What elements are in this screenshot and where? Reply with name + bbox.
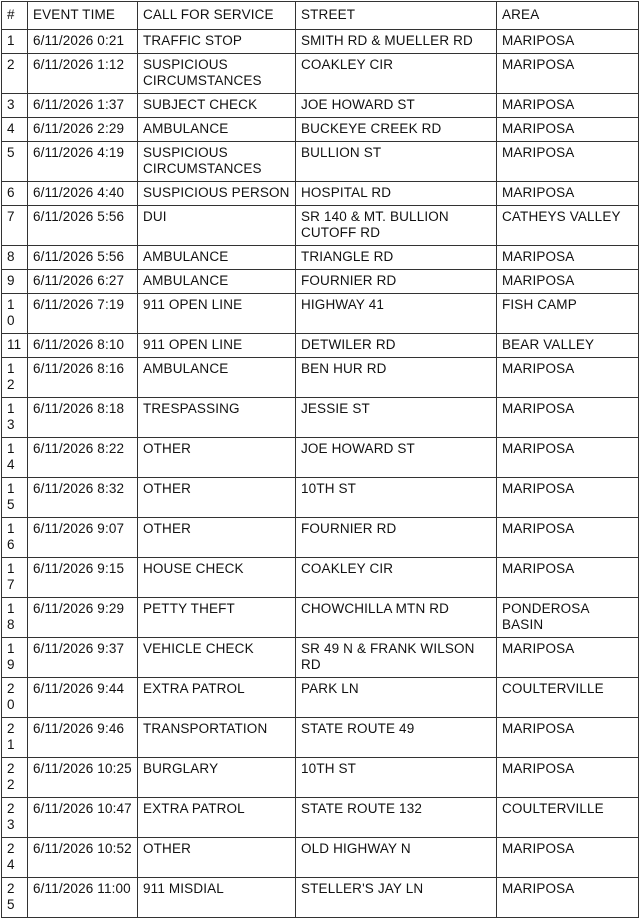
- cell-event-time: 6/11/2026 4:40: [28, 182, 138, 206]
- cell-street: JOE HOWARD ST: [296, 94, 497, 118]
- cell-call-for-service: 911 OPEN LINE: [138, 294, 296, 334]
- table-row: [2, 398, 639, 438]
- table-header: [2, 2, 639, 30]
- header-number: #: [2, 2, 28, 30]
- cell-event-time: 6/11/2026 2:29: [28, 118, 138, 142]
- cell-area: MARIPOSA: [497, 182, 639, 206]
- cell-area: MARIPOSA: [497, 358, 639, 398]
- table-row: [2, 294, 639, 334]
- cell-area: MARIPOSA: [497, 142, 639, 182]
- table-row: [2, 558, 639, 598]
- cell-street: STATE ROUTE 132: [296, 798, 497, 838]
- cell-area: MARIPOSA: [497, 558, 639, 598]
- cell-call-for-service: SUBJECT CHECK: [138, 94, 296, 118]
- cell-street: OLD HIGHWAY N: [296, 838, 497, 878]
- cell-call-for-service: PETTY THEFT: [138, 598, 296, 638]
- table-body: [2, 30, 639, 918]
- cell-call-for-service: HOUSE CHECK: [138, 558, 296, 598]
- cell-street: FOURNIER RD: [296, 270, 497, 294]
- cell-number: 16: [2, 518, 28, 558]
- cell-street: STELLER'S JAY LN: [296, 878, 497, 918]
- table-row: [2, 478, 639, 518]
- cell-number: 5: [2, 142, 28, 182]
- cell-call-for-service: TRANSPORTATION: [138, 718, 296, 758]
- table-row: [2, 334, 639, 358]
- cell-call-for-service: AMBULANCE: [138, 118, 296, 142]
- table-row: [2, 118, 639, 142]
- table-row: [2, 246, 639, 270]
- cell-call-for-service: OTHER: [138, 518, 296, 558]
- cell-number: 11: [2, 334, 28, 358]
- cell-street: BUCKEYE CREEK RD: [296, 118, 497, 142]
- cell-area: FISH CAMP: [497, 294, 639, 334]
- cell-call-for-service: OTHER: [138, 838, 296, 878]
- cell-event-time: 6/11/2026 1:37: [28, 94, 138, 118]
- cell-street: TRIANGLE RD: [296, 246, 497, 270]
- cell-street: COAKLEY CIR: [296, 558, 497, 598]
- cell-street: SMITH RD & MUELLER RD: [296, 30, 497, 54]
- cell-call-for-service: AMBULANCE: [138, 270, 296, 294]
- table-row: [2, 54, 639, 94]
- table-row: [2, 30, 639, 54]
- cell-event-time: 6/11/2026 9:37: [28, 638, 138, 678]
- cell-street: PARK LN: [296, 678, 497, 718]
- cell-call-for-service: EXTRA PATROL: [138, 678, 296, 718]
- cell-street: FOURNIER RD: [296, 518, 497, 558]
- cell-call-for-service: BURGLARY: [138, 758, 296, 798]
- cell-call-for-service: EXTRA PATROL: [138, 798, 296, 838]
- cell-area: MARIPOSA: [497, 246, 639, 270]
- cell-number: 22: [2, 758, 28, 798]
- cell-number: 18: [2, 598, 28, 638]
- cell-event-time: 6/11/2026 0:21: [28, 30, 138, 54]
- table-row: [2, 838, 639, 878]
- cell-number: 2: [2, 54, 28, 94]
- cell-call-for-service: SUSPICIOUS CIRCUMSTANCES: [138, 142, 296, 182]
- cell-number: 4: [2, 118, 28, 142]
- cell-street: BULLION ST: [296, 142, 497, 182]
- table-row: [2, 678, 639, 718]
- cell-event-time: 6/11/2026 10:52: [28, 838, 138, 878]
- cell-number: 9: [2, 270, 28, 294]
- cell-number: 13: [2, 398, 28, 438]
- table-row: [2, 94, 639, 118]
- table-row: [2, 878, 639, 918]
- cell-area: MARIPOSA: [497, 478, 639, 518]
- cell-event-time: 6/11/2026 8:22: [28, 438, 138, 478]
- cell-call-for-service: OTHER: [138, 438, 296, 478]
- cell-number: 8: [2, 246, 28, 270]
- cell-street: DETWILER RD: [296, 334, 497, 358]
- cell-event-time: 6/11/2026 7:19: [28, 294, 138, 334]
- cell-call-for-service: VEHICLE CHECK: [138, 638, 296, 678]
- table-row: [2, 270, 639, 294]
- header-event-time: EVENT TIME: [28, 2, 138, 30]
- table-row: [2, 142, 639, 182]
- cell-area: MARIPOSA: [497, 54, 639, 94]
- cell-call-for-service: OTHER: [138, 478, 296, 518]
- cell-number: 25: [2, 878, 28, 918]
- cell-area: MARIPOSA: [497, 878, 639, 918]
- cell-area: MARIPOSA: [497, 638, 639, 678]
- table-row: [2, 182, 639, 206]
- cell-street: STATE ROUTE 49: [296, 718, 497, 758]
- header-street: STREET: [296, 2, 497, 30]
- cell-call-for-service: AMBULANCE: [138, 246, 296, 270]
- cell-number: 1: [2, 30, 28, 54]
- cell-area: MARIPOSA: [497, 118, 639, 142]
- cell-area: MARIPOSA: [497, 718, 639, 758]
- cell-call-for-service: TRAFFIC STOP: [138, 30, 296, 54]
- cell-event-time: 6/11/2026 1:12: [28, 54, 138, 94]
- cell-event-time: 6/11/2026 10:47: [28, 798, 138, 838]
- table-row: [2, 206, 639, 246]
- cell-number: 24: [2, 838, 28, 878]
- cell-street: JESSIE ST: [296, 398, 497, 438]
- cell-area: MARIPOSA: [497, 518, 639, 558]
- cell-call-for-service: AMBULANCE: [138, 358, 296, 398]
- cell-number: 21: [2, 718, 28, 758]
- cell-area: MARIPOSA: [497, 838, 639, 878]
- header-call-for-service: CALL FOR SERVICE: [138, 2, 296, 30]
- cell-call-for-service: SUSPICIOUS PERSON: [138, 182, 296, 206]
- cell-event-time: 6/11/2026 10:25: [28, 758, 138, 798]
- cell-event-time: 6/11/2026 4:19: [28, 142, 138, 182]
- cell-event-time: 6/11/2026 9:46: [28, 718, 138, 758]
- cell-call-for-service: DUI: [138, 206, 296, 246]
- cell-number: 17: [2, 558, 28, 598]
- cell-street: SR 140 & MT. BULLION CUTOFF RD: [296, 206, 497, 246]
- cell-number: 7: [2, 206, 28, 246]
- cell-event-time: 6/11/2026 5:56: [28, 246, 138, 270]
- cell-area: COULTERVILLE: [497, 798, 639, 838]
- cell-number: 12: [2, 358, 28, 398]
- cell-street: COAKLEY CIR: [296, 54, 497, 94]
- cell-event-time: 6/11/2026 9:15: [28, 558, 138, 598]
- table-row: [2, 438, 639, 478]
- cell-event-time: 6/11/2026 8:32: [28, 478, 138, 518]
- cell-call-for-service: TRESPASSING: [138, 398, 296, 438]
- header-area: AREA: [497, 2, 639, 30]
- cell-area: MARIPOSA: [497, 758, 639, 798]
- cell-event-time: 6/11/2026 11:00: [28, 878, 138, 918]
- cell-number: 14: [2, 438, 28, 478]
- cell-number: 19: [2, 638, 28, 678]
- cell-area: MARIPOSA: [497, 438, 639, 478]
- cell-number: 10: [2, 294, 28, 334]
- cell-event-time: 6/11/2026 9:07: [28, 518, 138, 558]
- cell-event-time: 6/11/2026 5:56: [28, 206, 138, 246]
- cell-event-time: 6/11/2026 8:10: [28, 334, 138, 358]
- table-row: [2, 358, 639, 398]
- cell-call-for-service: SUSPICIOUS CIRCUMSTANCES: [138, 54, 296, 94]
- cell-number: 15: [2, 478, 28, 518]
- table-row: [2, 638, 639, 678]
- cell-area: PONDEROSA BASIN: [497, 598, 639, 638]
- cell-event-time: 6/11/2026 9:44: [28, 678, 138, 718]
- cell-area: COULTERVILLE: [497, 678, 639, 718]
- table-row: [2, 798, 639, 838]
- cell-street: 10TH ST: [296, 758, 497, 798]
- cell-area: MARIPOSA: [497, 30, 639, 54]
- header-row: [2, 2, 639, 30]
- cell-call-for-service: 911 MISDIAL: [138, 878, 296, 918]
- cell-area: MARIPOSA: [497, 398, 639, 438]
- cell-street: SR 49 N & FRANK WILSON RD: [296, 638, 497, 678]
- cell-area: BEAR VALLEY: [497, 334, 639, 358]
- cell-street: HIGHWAY 41: [296, 294, 497, 334]
- table-row: [2, 518, 639, 558]
- table-row: [2, 598, 639, 638]
- cell-event-time: 6/11/2026 8:18: [28, 398, 138, 438]
- cell-number: 23: [2, 798, 28, 838]
- cell-event-time: 6/11/2026 8:16: [28, 358, 138, 398]
- cell-number: 3: [2, 94, 28, 118]
- table-row: [2, 758, 639, 798]
- cell-number: 6: [2, 182, 28, 206]
- cell-street: JOE HOWARD ST: [296, 438, 497, 478]
- cell-street: HOSPITAL RD: [296, 182, 497, 206]
- call-log-table: [1, 1, 639, 918]
- cell-event-time: 6/11/2026 6:27: [28, 270, 138, 294]
- cell-call-for-service: 911 OPEN LINE: [138, 334, 296, 358]
- cell-area: MARIPOSA: [497, 94, 639, 118]
- cell-street: CHOWCHILLA MTN RD: [296, 598, 497, 638]
- cell-area: MARIPOSA: [497, 270, 639, 294]
- cell-event-time: 6/11/2026 9:29: [28, 598, 138, 638]
- cell-street: 10TH ST: [296, 478, 497, 518]
- table-row: [2, 718, 639, 758]
- cell-street: BEN HUR RD: [296, 358, 497, 398]
- cell-area: CATHEYS VALLEY: [497, 206, 639, 246]
- cell-number: 20: [2, 678, 28, 718]
